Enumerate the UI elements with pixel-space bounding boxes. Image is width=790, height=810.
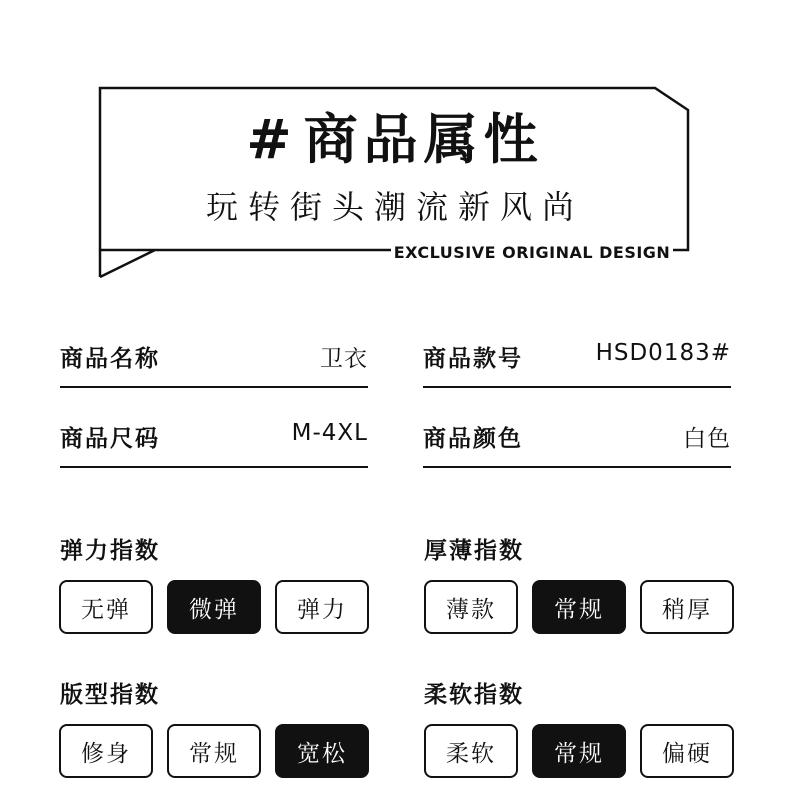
design-badge: EXCLUSIVE ORIGINAL DESIGN: [391, 242, 673, 264]
option-fit-1: 常规: [167, 724, 261, 778]
attr-value: 卫衣: [320, 346, 368, 372]
option-elasticity-0: 无弹: [59, 580, 153, 634]
option-thickness-1: 常规: [532, 580, 626, 634]
attr-label: 商品颜色: [423, 426, 523, 452]
option-elasticity-1: 微弹: [167, 580, 261, 634]
attr-row-color: [423, 396, 731, 468]
attr-label: 商品尺码: [60, 426, 160, 452]
index-title-thickness: 厚薄指数: [424, 538, 524, 564]
attr-value: M-4XL: [291, 420, 368, 446]
attr-value: HSD0183#: [595, 340, 731, 366]
index-title-elasticity: 弹力指数: [60, 538, 160, 564]
index-title-softness: 柔软指数: [424, 682, 524, 708]
hash-icon: #: [246, 108, 298, 171]
attr-value: 白色: [683, 426, 731, 452]
index-title-fit: 版型指数: [60, 682, 160, 708]
option-thickness-0: 薄款: [424, 580, 518, 634]
option-softness-0: 柔软: [424, 724, 518, 778]
attr-row-size: [60, 396, 368, 468]
option-thickness-2: 稍厚: [640, 580, 734, 634]
attr-row-style-no: [423, 316, 731, 388]
page-subtitle: 玩转街头潮流新风尚: [205, 188, 584, 226]
title-text: 商品属性: [303, 108, 544, 171]
option-softness-2: 偏硬: [640, 724, 734, 778]
attr-label: 商品名称: [60, 346, 160, 372]
page-title: [0, 108, 790, 172]
option-elasticity-2: 弹力: [275, 580, 369, 634]
option-fit-0: 修身: [59, 724, 153, 778]
attr-row-name: [60, 316, 368, 388]
option-fit-2: 宽松: [275, 724, 369, 778]
attr-label: 商品款号: [423, 346, 523, 372]
option-softness-1: 常规: [532, 724, 626, 778]
